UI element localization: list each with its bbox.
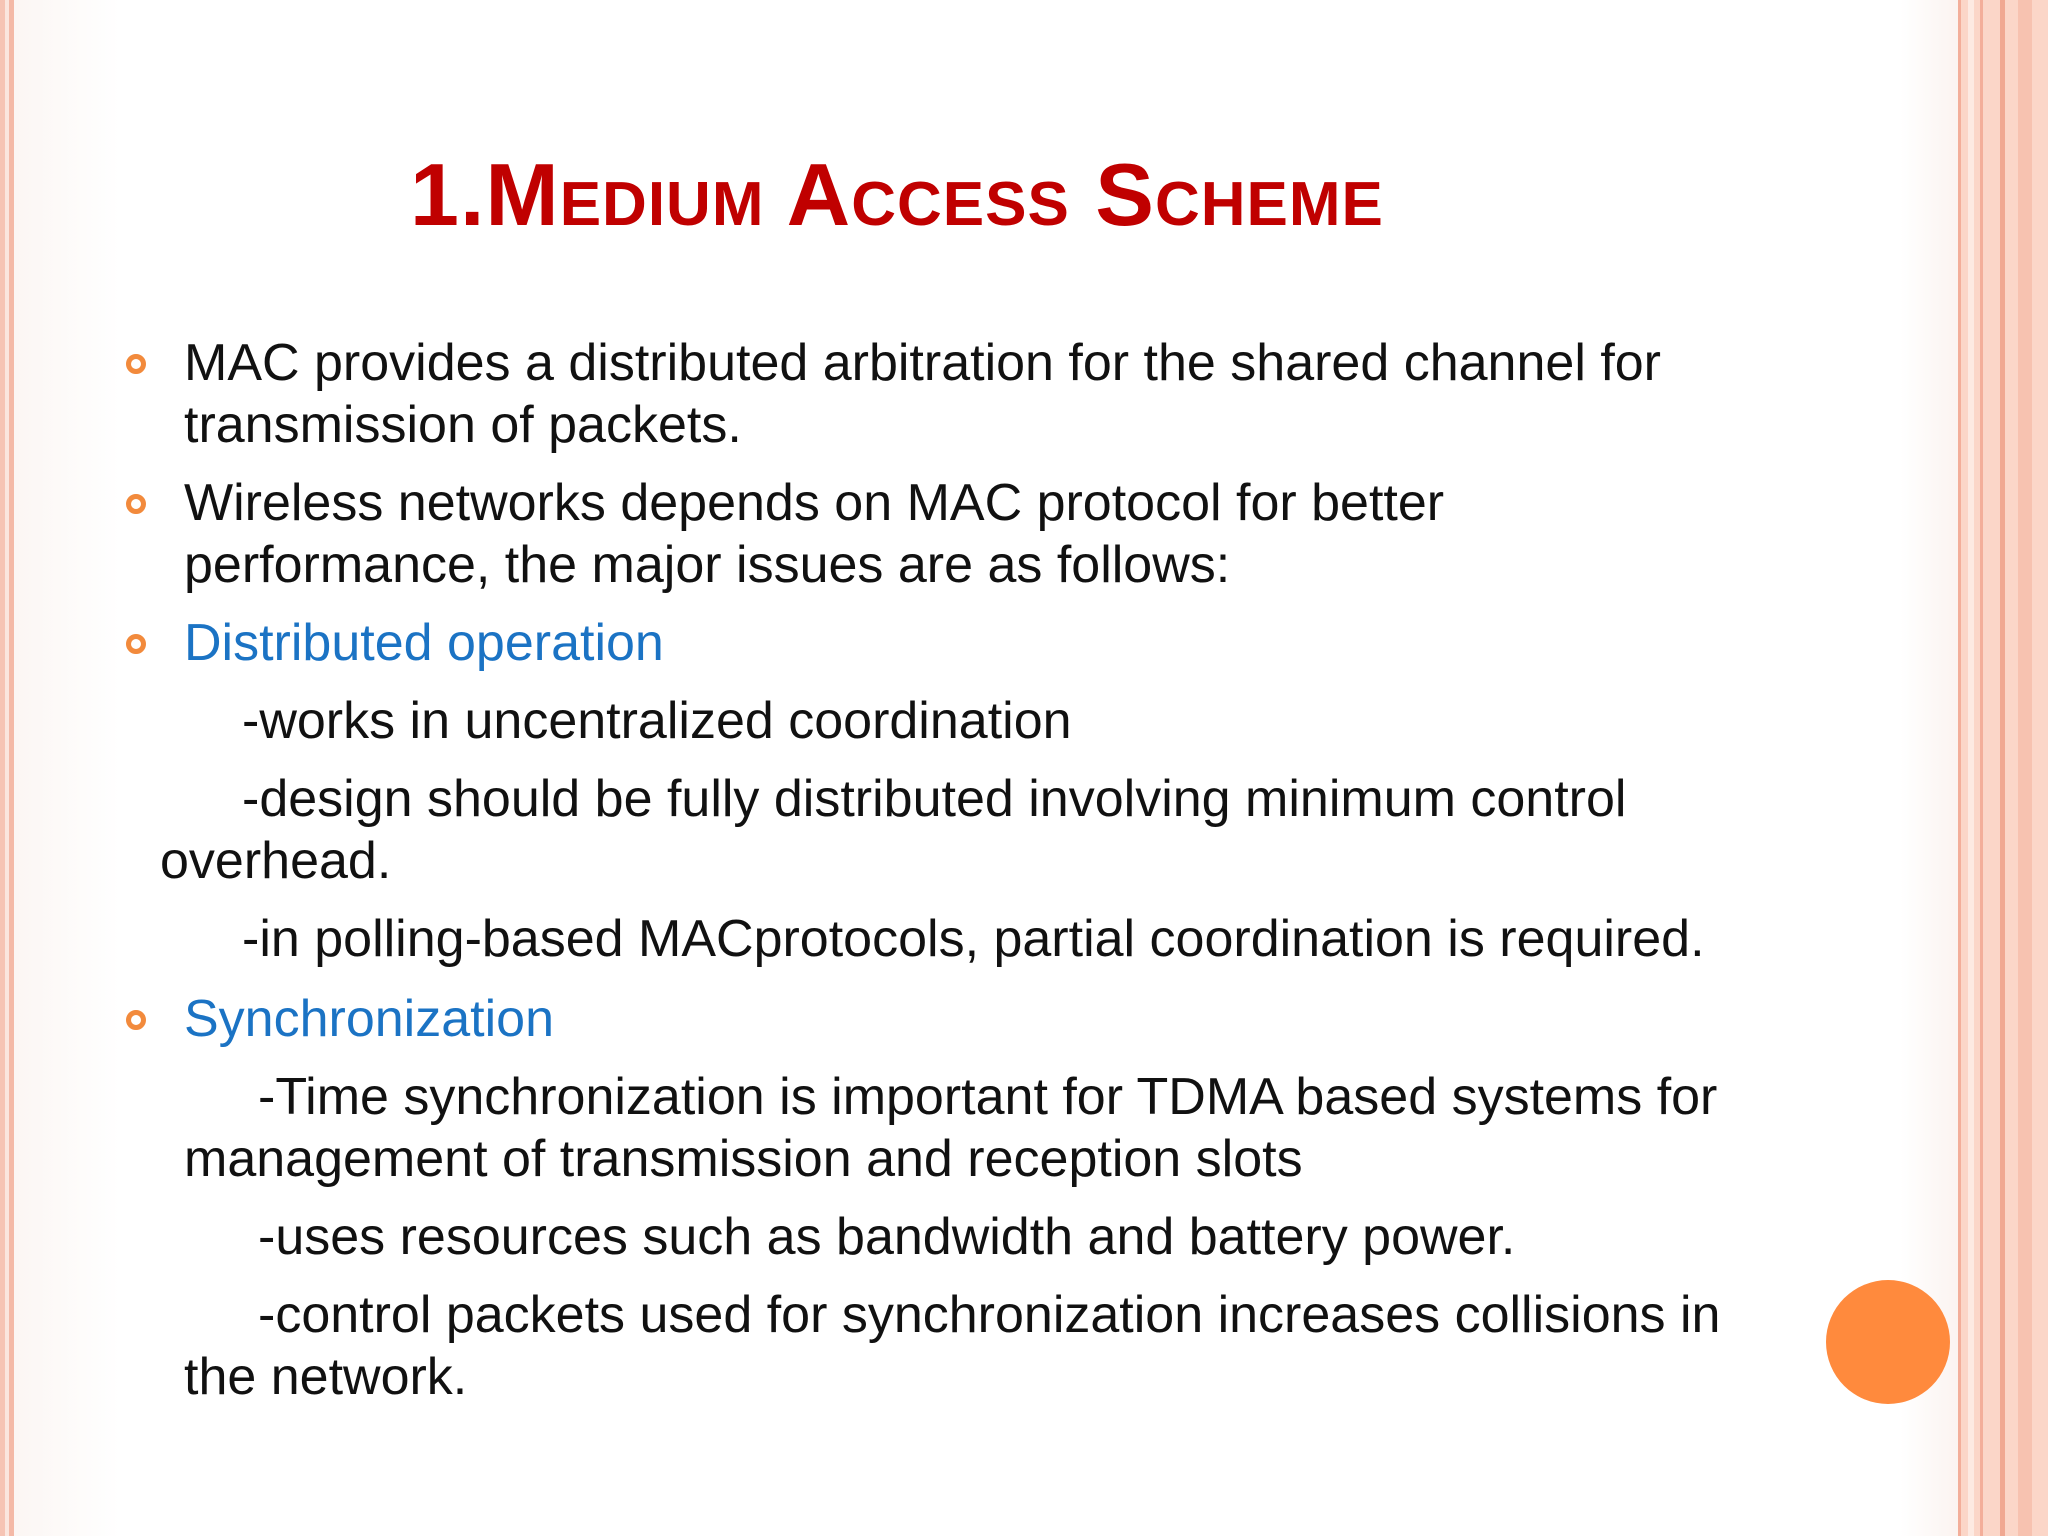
distributed-sub-1: -works in uncentralized coordination: [242, 692, 1072, 750]
distributed-sub-3: -in polling-based MACprotocols, partial coordination is required.: [242, 910, 1705, 968]
sync-sub-3-line-2: the network.: [184, 1348, 468, 1406]
slide-title: 1.Medium Access Scheme: [410, 145, 1384, 244]
decorative-orange-circle: [1826, 1280, 1950, 1404]
sync-sub-3-line-1: -control packets used for synchronization increases collisions in: [258, 1286, 1721, 1344]
bullet-2-line-1: Wireless networks depends on MAC protocol for better: [184, 474, 1445, 532]
bullet-icon: [126, 354, 146, 374]
section-heading-distributed-operation: Distributed operation: [184, 614, 664, 672]
distributed-sub-2-line-2: overhead.: [160, 832, 392, 890]
bullet-icon: [126, 1010, 146, 1030]
sync-sub-2: -uses resources such as bandwidth and battery power.: [258, 1208, 1516, 1266]
bullet-1-line-1: MAC provides a distributed arbitration for the shared channel for: [184, 334, 1661, 392]
section-heading-synchronization: Synchronization: [184, 990, 554, 1048]
bullet-2-line-2: performance, the major issues are as follows:: [184, 536, 1231, 594]
sync-sub-1-line-1: -Time synchronization is important for TDMA based systems for: [258, 1068, 1718, 1126]
bullet-icon: [126, 494, 146, 514]
sync-sub-1-line-2: management of transmission and reception slots: [184, 1130, 1303, 1188]
distributed-sub-2-line-1: -design should be fully distributed involving minimum control: [242, 770, 1627, 828]
bullet-1-line-2: transmission of packets.: [184, 396, 742, 454]
bullet-icon: [126, 634, 146, 654]
